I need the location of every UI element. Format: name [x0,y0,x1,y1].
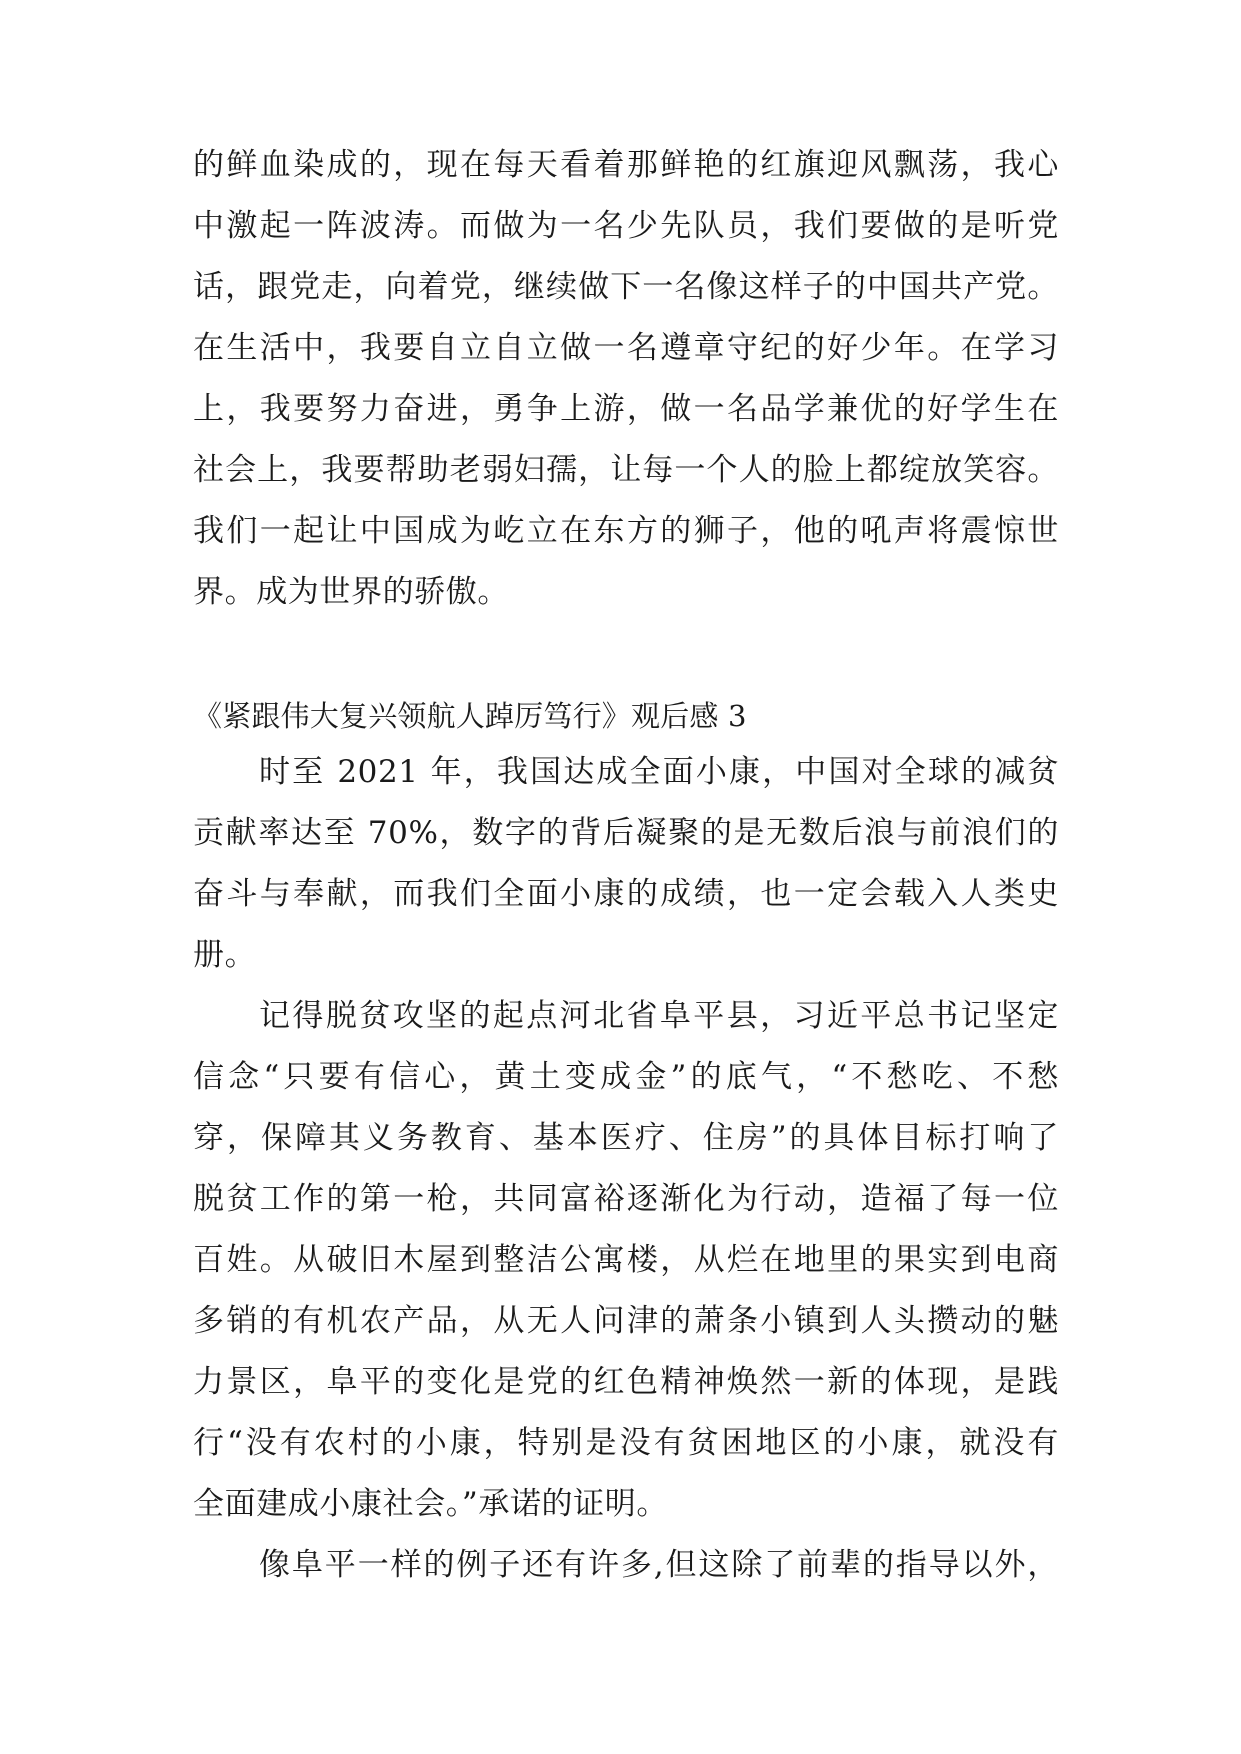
paragraph-line: 时至 2021 年，我国达成全面小康，中国对全球的减贫 [259,754,1059,790]
paragraph-line: 在生活中，我要自立自立做一名遵章守纪的好少年。在学习 [193,330,1059,366]
paragraph-line: 中激起一阵波涛。而做为一名少先队员，我们要做的是听党 [193,208,1059,244]
paragraph-line: 我们一起让中国成为屹立在东方的狮子，他的吼声将震惊世 [193,513,1059,549]
paragraph-line: 脱贫工作的第一枪，共同富裕逐渐化为行动，造福了每一位 [193,1181,1059,1217]
paragraph-line: 行“没有农村的小康，特别是没有贫困地区的小康，就没有 [193,1425,1059,1461]
paragraph-line: 全面建成小康社会。”承诺的证明。 [193,1486,668,1522]
paragraph-line: 像阜平一样的例子还有许多,但这除了前辈的指导以外， [259,1547,1059,1583]
paragraph-line: 册。 [193,937,257,973]
paragraph-line: 社会上，我要帮助老弱妇孺，让每一个人的脸上都绽放笑容。 [193,452,1059,488]
paragraph-line: 信念“只要有信心，黄土变成金”的底气，“不愁吃、不愁 [193,1059,1059,1095]
paragraph-line: 力景区，阜平的变化是党的红色精神焕然一新的体现，是践 [193,1364,1059,1400]
paragraph-line: 的鲜血染成的，现在每天看着那鲜艳的红旗迎风飘荡，我心 [193,147,1059,183]
paragraph-line: 上，我要努力奋进，勇争上游，做一名品学兼优的好学生在 [193,391,1059,427]
section-heading: 《紧跟伟大复兴领航人踔厉笃行》观后感 3 [193,699,747,733]
paragraph-line: 话，跟党走，向着党，继续做下一名像这样子的中国共产党。 [193,269,1059,305]
paragraph-line: 穿，保障其义务教育、基本医疗、住房”的具体目标打响了 [193,1120,1059,1156]
paragraph-line: 奋斗与奉献，而我们全面小康的成绩，也一定会载入人类史 [193,876,1059,912]
paragraph-line: 多销的有机农产品，从无人问津的萧条小镇到人头攒动的魅 [193,1303,1059,1339]
paragraph-line: 贡献率达至 70%，数字的背后凝聚的是无数后浪与前浪们的 [193,815,1059,851]
paragraph-line: 界。成为世界的骄傲。 [193,574,509,610]
paragraph-line: 百姓。从破旧木屋到整洁公寓楼，从烂在地里的果实到电商 [193,1242,1059,1278]
paragraph-line: 记得脱贫攻坚的起点河北省阜平县，习近平总书记坚定 [259,998,1059,1034]
